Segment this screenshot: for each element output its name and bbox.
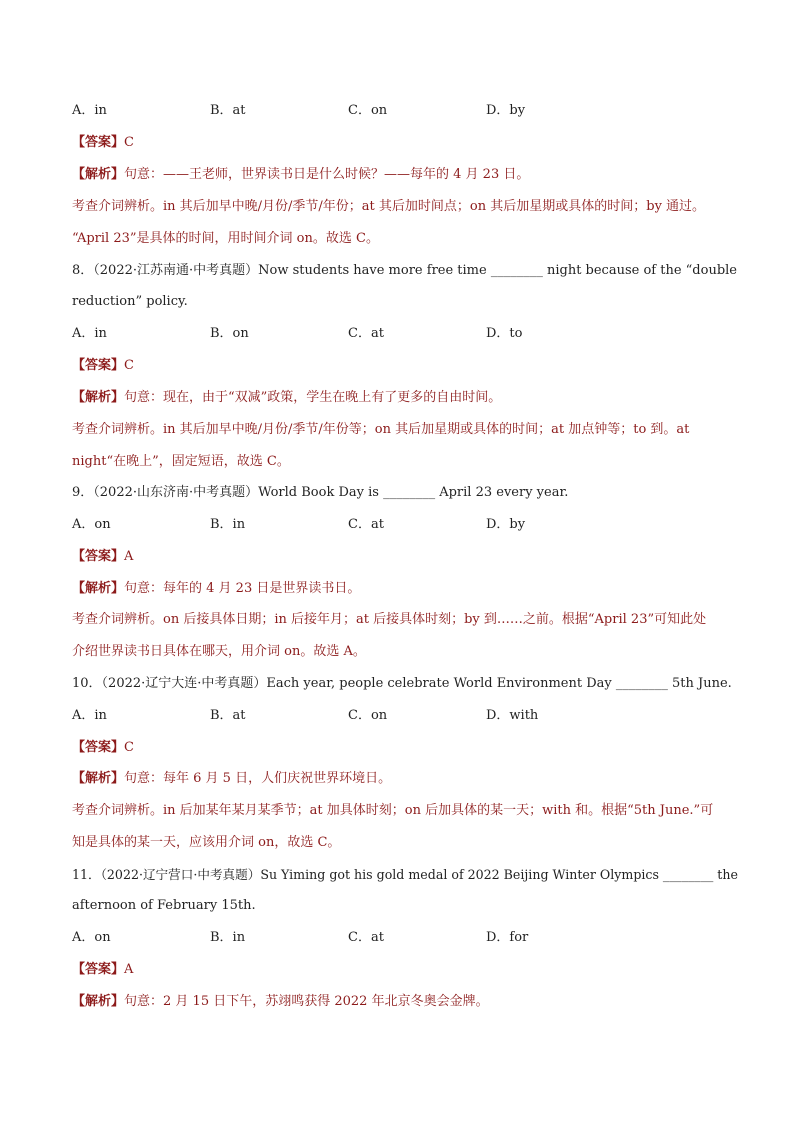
answer-line [72, 961, 133, 979]
answer-tag: 【答案】 [72, 135, 125, 150]
analysis-line-1 [72, 166, 529, 184]
question-stem-line-1: 11．（2022·辽宁营口·中考真题）Su Yiming got his gold medal of 2022 Beijing Winter Olympics ________ the [72, 867, 738, 882]
analysis-line-3: night“在晚上”，固定短语，故选 C。 [72, 454, 290, 469]
answer-line [72, 134, 134, 152]
question-stem-line-1: 10．（2022·辽宁大连·中考真题）Each year, people celebrate World Environment Day ________ 5th June. [72, 676, 732, 691]
analysis-tag: 【解析】 [72, 390, 125, 405]
option-d: D．for [486, 930, 529, 945]
analysis-line-2: 考查介词辨析。on 后接具体日期；in 后接年月；at 后接具体时刻；by 到……之前。根据“April 23”可知此处 [72, 612, 707, 627]
analysis-line-1 [72, 580, 360, 598]
option-c: C．at [348, 517, 384, 532]
option-d: D．by [486, 517, 526, 532]
answer-tag: 【答案】 [72, 962, 125, 977]
option-a: A．on [72, 930, 111, 945]
option-a: A．in [72, 103, 107, 118]
answer-line [72, 548, 133, 566]
analysis-tag: 【解析】 [72, 771, 125, 786]
answer-tag: 【答案】 [72, 358, 125, 373]
analysis-line-3: 介绍世界读书日具体在哪天，用介词 on。故选 A。 [72, 644, 366, 659]
answer-value: C [124, 740, 134, 755]
analysis-line-1 [72, 993, 489, 1011]
option-d: D．by [486, 103, 526, 118]
analysis-text: 句意：——王老师，世界读书日是什么时候？——每年的 4 月 23 日。 [124, 167, 530, 182]
option-d: D．with [486, 708, 539, 723]
question-stem-line-1: 9．（2022·山东济南·中考真题）World Book Day is ________ April 23 every year. [72, 485, 569, 500]
option-c: C．on [348, 708, 388, 723]
question-stem-line-2: afternoon of February 15th. [72, 898, 256, 913]
option-b: B．on [210, 326, 249, 341]
analysis-text: 句意：现在，由于“双减”政策，学生在晚上有了更多的自由时间。 [124, 390, 502, 405]
question-stem-line-2: reduction” policy. [72, 294, 188, 309]
analysis-line-1 [72, 389, 501, 407]
analysis-text: 句意：每年的 4 月 23 日是世界读书日。 [124, 581, 361, 596]
question-stem-line-1: 8．（2022·江苏南通·中考真题）Now students have more free time ________ night because of the “double [72, 263, 737, 278]
answer-line [72, 357, 134, 375]
option-b: B．at [210, 708, 246, 723]
answer-value: C [124, 358, 134, 373]
analysis-line-2: 考查介词辨析。in 其后加早中晚/月份/季节/年份；at 其后加时间点；on 其后加星期或具体的时间；by 通过。 [72, 199, 706, 214]
option-a: A．on [72, 517, 111, 532]
answer-tag: 【答案】 [72, 740, 125, 755]
option-d: D．to [486, 326, 523, 341]
answer-value: A [124, 549, 134, 564]
option-c: C．at [348, 326, 384, 341]
analysis-line-1 [72, 770, 391, 788]
analysis-line-3: 知是具体的某一天，应该用介词 on，故选 C。 [72, 835, 341, 850]
answer-value: C [124, 135, 134, 150]
analysis-line-2: 考查介词辨析。in 后加某年某月某季节；at 加具体时刻；on 后加具体的某一天；with 和。根据“5th June.”可 [72, 803, 714, 818]
answer-line [72, 739, 134, 757]
analysis-tag: 【解析】 [72, 167, 125, 182]
option-c: C．at [348, 930, 384, 945]
option-b: B．at [210, 103, 246, 118]
option-c: C．on [348, 103, 388, 118]
analysis-line-2: 考查介词辨析。in 其后加早中晚/月份/季节/年份等；on 其后加星期或具体的时间；at 加点钟等；to 到。at [72, 422, 690, 437]
option-a: A．in [72, 708, 107, 723]
analysis-text: 句意：2 月 15 日下午，苏翊鸣获得 2022 年北京冬奥会金牌。 [124, 994, 489, 1009]
answer-value: A [124, 962, 134, 977]
analysis-line-3: “April 23”是具体的时间，用时间介词 on。故选 C。 [72, 231, 379, 246]
option-b: B．in [210, 517, 246, 532]
analysis-tag: 【解析】 [72, 994, 125, 1009]
option-b: B．in [210, 930, 246, 945]
analysis-tag: 【解析】 [72, 581, 125, 596]
analysis-text: 句意：每年 6 月 5 日，人们庆祝世界环境日。 [124, 771, 392, 786]
answer-tag: 【答案】 [72, 549, 125, 564]
option-a: A．in [72, 326, 107, 341]
